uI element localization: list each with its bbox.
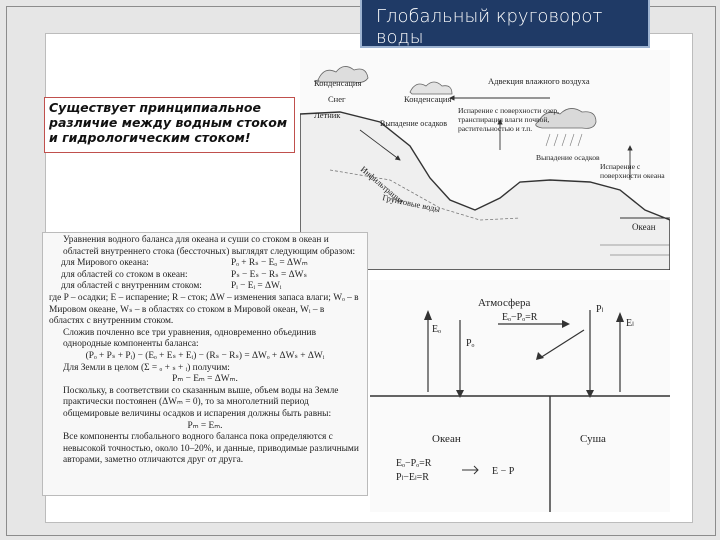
label-condensation-left: Конденсация — [314, 78, 362, 88]
doc-equation-1-formula: Pₒ + Rₛ − Eₒ = ΔWₘ — [231, 258, 308, 269]
label-advection-text: Адвекция влажного воздуха — [488, 76, 590, 86]
label-ocean-bottom: Океан — [432, 433, 461, 445]
balance-diagram — [370, 280, 670, 512]
label-evaporation-box — [458, 106, 578, 154]
label-snow: Снег — [328, 94, 346, 104]
doc-equation-2-formula: Pₛ − Eₛ − Rₛ = ΔWₛ — [231, 269, 307, 280]
label-precip-right: Выпадение осадков — [536, 153, 600, 162]
label-groundwater: Грунтовые воды — [381, 192, 442, 215]
doc-equation-1-label: для Мирового океана: — [61, 258, 149, 269]
label-ep: E − P — [492, 466, 515, 477]
label-eq2: Pₗ−Eₗ=R — [396, 472, 429, 483]
doc-equation-3 — [49, 281, 361, 293]
doc-intro: Уравнения водного баланса для океана и суши со стоком в океан и областей внутреннего стока (бессточных) выглядят следующим образом: — [63, 235, 356, 257]
doc-definitions: где P – осадки; E – испарение; R – сток; ΔW – изменения запаса влаги; Wₒ – в Мировом океане, Wₛ – в областях со стоком в Мировой океан, Wᵢ – в областях с внутренним стоком. — [49, 292, 359, 327]
label-po: Pₒ — [466, 338, 475, 349]
doc-earth: Для Земли в целом (Σ = ₒ + ₛ + ᵢ) получим: — [63, 362, 230, 373]
doc-closing: Все компоненты глобального водного баланса пока определяются с невысокой точностью, около 10–20%, и данные, приводимые различными авторами, заметно отличаются друг от друга. — [63, 432, 359, 466]
slide-title: Глобальный круговорот воды — [376, 6, 603, 48]
label-evap-ocean-box — [600, 162, 666, 198]
doc-earth-formula: Pₘ − Eₘ = ΔWₘ. — [172, 374, 238, 385]
doc-sum-formula: (Pₒ + Pₛ + Pᵢ) − (Eₒ + Eₛ + Eᵢ) − (Rₛ − Rₛ) = ΔWₒ + ΔWₛ + ΔWᵢ — [85, 350, 325, 361]
label-el: Eₗ — [626, 318, 634, 329]
balance-text-document — [42, 232, 368, 496]
label-balance: Eₒ−Pₒ=R — [502, 312, 538, 323]
label-evaporation: Испарение с поверхности озер, транспирация влаги почвой, растительностью и т.п. — [458, 106, 560, 133]
doc-equation-2-label: для областей со стоком в океан: — [61, 269, 188, 280]
doc-final-formula: Pₘ = Eₘ. — [187, 420, 223, 431]
doc-summation: Сложив почленно все три уравнения, одновременно объединив однородные компоненты баланса: — [63, 327, 316, 350]
label-ocean-top: Океан — [632, 222, 656, 232]
label-runoff: Летник — [314, 110, 341, 120]
label-precip-left: Выпадение осадков — [380, 119, 448, 128]
doc-equation-3-formula: Pᵢ − Eᵢ = ΔWᵢ — [231, 281, 282, 292]
label-eo: Eₒ — [432, 324, 441, 335]
doc-equation-3-label: для областей с внутренним стоком: — [61, 281, 202, 292]
label-advection — [488, 76, 590, 86]
doc-equation-1 — [49, 258, 361, 270]
label-infiltration: Инфильтрация — [358, 163, 407, 206]
label-condensation-mid: Конденсация — [404, 94, 452, 104]
label-eq1: Eₒ−Pₒ=R — [396, 458, 432, 469]
label-evap-ocean: Испарение с поверхности океана — [600, 162, 665, 180]
label-pl: Pₗ — [596, 304, 604, 315]
label-atmosphere: Атмосфера — [478, 297, 531, 309]
label-land: Суша — [580, 433, 606, 445]
note-box: Существует принципиальное различие между водным стоком и гидрологическим стоком! — [44, 97, 295, 153]
doc-equation-2 — [49, 270, 361, 282]
title-box — [360, 0, 650, 48]
doc-conclusion: Поскольку, в соответствии со сказанным выше, объем воды на Земле практически постоянен (ΔWₘ = 0), то за многолетний период общемировые величины осадков и испарения должны быть равны: — [63, 385, 339, 419]
